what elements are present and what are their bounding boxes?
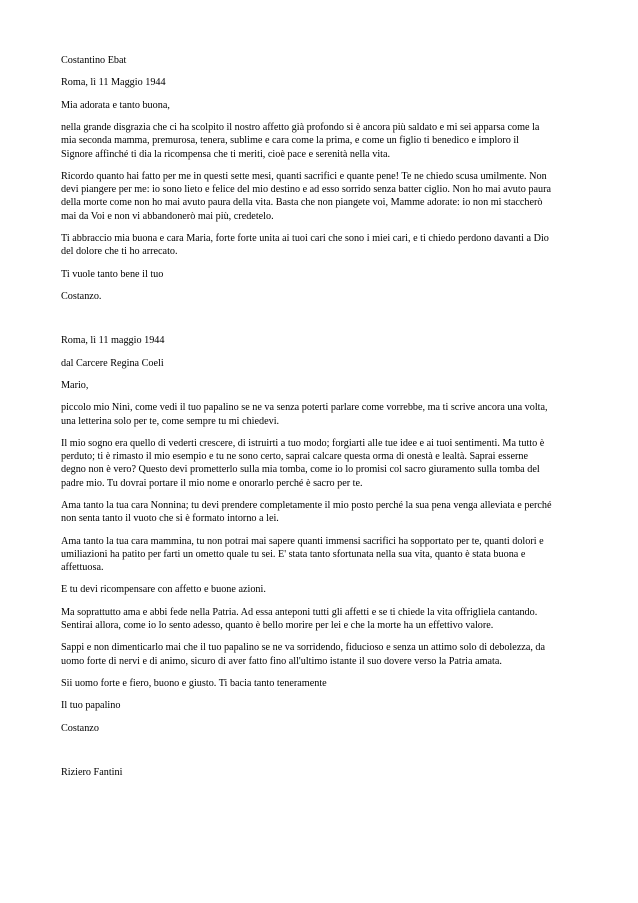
letter-place-date: Roma, lì 11 Maggio 1944: [61, 77, 166, 89]
letter-paragraph: piccolo mio Ninì, come vedi il tuo papalino se ne va senza poterti parlare come vorrebbe, ma ti scrive ancora una volta, una letterina solo per te, come sempre tu mi chiedevi.: [61, 402, 548, 427]
letter-paragraph: Il mio sogno era quello di vederti crescere, di istruirti a tuo modo; forgiarti alle tue idee e ai tuoi sentimenti. Ma tutto è perduto; ti è rimasto il mio esempio e tu ne sono certo, saprai calcare questa orma di onestà e lealtà. Saprai esserne degno non è vero? Questo devi prometterlo sulla mia tomba, come io lo promisi col sacro giuramento sulla tomba del padre mio. Tu dovrai portare il mio nome e onorarlo perché è sacro per te.: [61, 437, 545, 489]
letter-salutation: Mia adorata e tanto buona,: [61, 99, 170, 111]
letter-origin: dal Carcere Regina Coeli: [61, 357, 164, 369]
letter-salutation: Mario,: [61, 379, 89, 391]
author-name: Riziero Fantini: [61, 766, 123, 778]
letter-place-date: Roma, lì 11 maggio 1944: [61, 335, 165, 347]
letter-closing: Il tuo papalino: [61, 700, 121, 712]
document-page: [61, 54, 579, 779]
letter-signature: Costanzo: [61, 722, 99, 734]
letter-closing: Ti vuole tanto bene il tuo: [61, 268, 164, 280]
letter-paragraph: Sii uomo forte e fiero, buono e giusto. Ti bacia tanto teneramente: [61, 677, 327, 689]
letter-signature: Costanzo.: [61, 290, 102, 302]
author-name: Costantino Ebat: [61, 55, 127, 66]
letter-paragraph: Ama tanto la tua cara Nonnina; tu devi prendere completamente il mio posto perché la sua pena venga alleviata e perché non senta tanto il vuoto che si è formato intorno a lei.: [61, 499, 552, 525]
letter-paragraph: Ricordo quanto hai fatto per me in questi sette mesi, quanti sacrifici e quante pene! Te ne chiedo scusa umilmente. Non devi piangere per me: io sono lieto e felice del mio destino e ad esso sorrido senza batter ciglio. Non ho mai avuto paura della morte come non ho mai avuto paura della vita. Basta che non piangete voi, Mamme adorate: io non mi staccherò mai da Voi e non vi abbandonerò mai più, credetelo.: [61, 170, 551, 222]
letter-paragraph: E tu devi ricompensare con affetto e buone azioni.: [61, 584, 266, 596]
letter-paragraph: Ti abbraccio mia buona e cara Maria, forte forte unita ai tuoi cari che sono i miei cari, e ti chiedo perdono davanti a Dio del dolore che ti ho arrecato.: [61, 232, 549, 258]
letter-paragraph: Sappi e non dimenticarlo mai che il tuo papalino se ne va sorridendo, fiducioso e senza un attimo solo di debolezza, da uomo forte di nervi e di animo, sicuro di aver fatto fino all'ultimo istante il suo dovere verso la Patria amata.: [61, 642, 546, 667]
letter-paragraph: nella grande disgrazia che ci ha scolpito il nostro affetto già profondo si è ancora più saldato e mi sei apparsa come la mia seconda mamma, premurosa, tenera, sublime e cara come la prima, e come un figlio ti benedico e imploro il Signore affinché ti dia la ricompensa che ti meriti, cioè pace e serenità nella vita.: [61, 122, 540, 160]
letter-paragraph: Ama tanto la tua cara mammina, tu non potrai mai sapere quanti immensi sacrifici ha sopportato per te, quanti dolori e umiliazioni ha patito per farti un ometto quale tu sei. E' stata tanto sfortunata nella sua vita, quanto è stata buona e affettuosa.: [61, 535, 544, 573]
letter-paragraph: Ma soprattutto ama e abbi fede nella Patria. Ad essa anteponi tutti gli affetti e se ti chiede la vita offrigliela cantando. Sentirai allora, come io lo sento adesso, quanto è bello morire per lei e che la morte ha un effettivo valore.: [61, 606, 538, 631]
